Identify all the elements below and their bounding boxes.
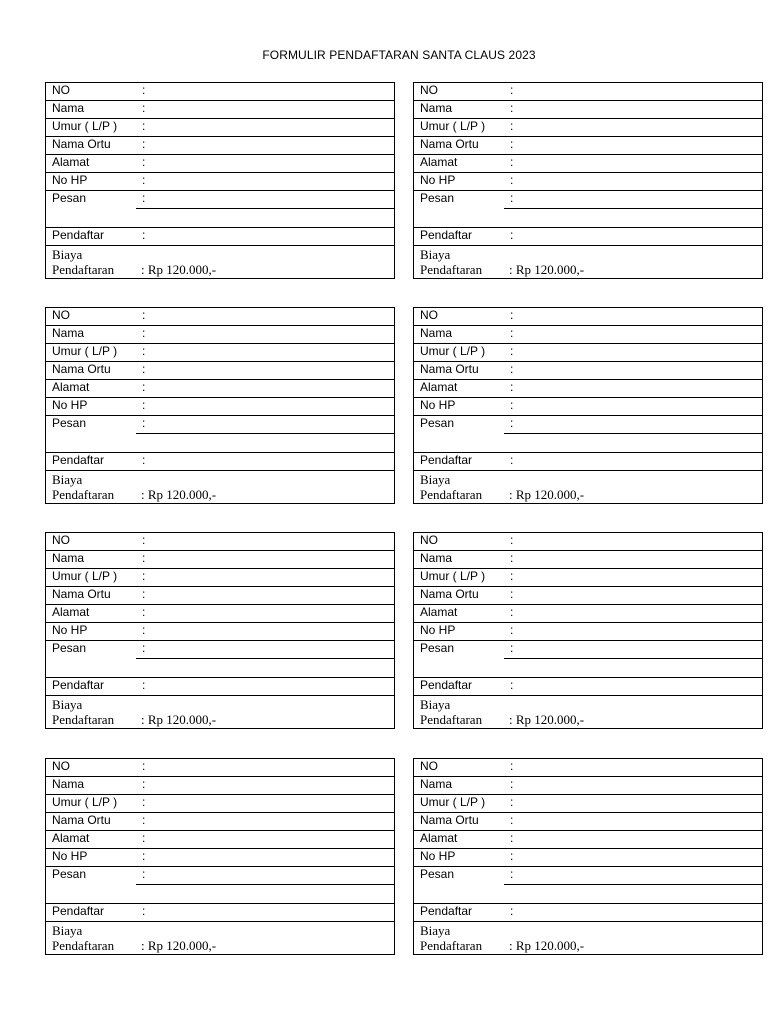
field-label: Alamat <box>52 380 90 394</box>
form-row <box>414 101 762 119</box>
form-row <box>46 83 394 101</box>
field-label: Umur ( L/P ) <box>52 795 118 809</box>
pesan-row <box>414 867 762 904</box>
pesan-row <box>414 416 762 453</box>
biaya-label-line1: Biaya <box>420 472 451 487</box>
form-row <box>414 605 762 623</box>
field-label: Alamat <box>420 831 458 845</box>
field-label: Umur ( L/P ) <box>52 569 118 583</box>
biaya-label-line2: Pendaftaran <box>420 712 483 727</box>
field-label: Nama <box>52 326 85 340</box>
field-label: Nama Ortu <box>52 813 111 827</box>
pesan-label: Pesan <box>420 191 455 205</box>
form-row <box>414 362 762 380</box>
form-row <box>414 83 762 101</box>
field-colon[interactable]: : <box>142 795 146 809</box>
form-row <box>414 795 762 813</box>
field-label: Alamat <box>420 155 458 169</box>
field-colon[interactable]: : <box>142 380 146 394</box>
field-label: Nama <box>420 551 453 565</box>
field-label: NO <box>52 533 70 547</box>
pendaftar-colon[interactable]: : <box>142 904 146 918</box>
form-row <box>46 344 394 362</box>
field-colon[interactable]: : <box>142 101 146 115</box>
field-label: Alamat <box>52 605 90 619</box>
pesan-colon[interactable]: : <box>142 641 146 655</box>
pesan-colon[interactable]: : <box>142 416 146 430</box>
field-colon[interactable]: : <box>510 533 514 547</box>
registration-form-1 <box>45 82 395 279</box>
pendaftar-row <box>414 678 762 696</box>
pesan-underline <box>136 884 394 885</box>
form-row <box>46 759 394 777</box>
form-row <box>414 380 762 398</box>
field-colon[interactable]: : <box>510 569 514 583</box>
form-row <box>46 795 394 813</box>
pesan-row <box>46 867 394 904</box>
field-label: No HP <box>52 173 88 187</box>
field-colon[interactable]: : <box>142 623 146 637</box>
biaya-label-line2: Pendaftaran <box>52 938 115 953</box>
form-row <box>46 308 394 326</box>
form-row <box>414 831 762 849</box>
field-colon[interactable]: : <box>142 326 146 340</box>
biaya-value: : Rp 120.000,- <box>509 262 585 277</box>
registration-form-5 <box>45 532 395 729</box>
field-colon[interactable]: : <box>142 83 146 97</box>
field-colon[interactable]: : <box>142 759 146 773</box>
biaya-value: : Rp 120.000,- <box>141 262 217 277</box>
pendaftar-colon[interactable]: : <box>510 453 514 467</box>
field-label: NO <box>420 533 438 547</box>
field-colon[interactable]: : <box>510 362 514 376</box>
biaya-label-line2: Pendaftaran <box>52 712 115 727</box>
field-colon[interactable]: : <box>510 308 514 322</box>
pesan-row <box>46 641 394 678</box>
pesan-label: Pesan <box>420 867 455 881</box>
pendaftar-colon[interactable]: : <box>142 678 146 692</box>
pesan-underline <box>136 208 394 209</box>
field-colon[interactable]: : <box>142 137 146 151</box>
form-row <box>414 533 762 551</box>
form-row <box>46 587 394 605</box>
pesan-row <box>46 191 394 228</box>
pesan-underline <box>504 658 762 659</box>
field-label: Nama <box>420 777 453 791</box>
field-colon[interactable]: : <box>142 308 146 322</box>
field-label: Alamat <box>52 831 90 845</box>
field-colon[interactable]: : <box>510 83 514 97</box>
field-label: Alamat <box>52 155 90 169</box>
form-row <box>46 813 394 831</box>
form-row <box>46 849 394 867</box>
pendaftar-colon[interactable]: : <box>142 228 146 242</box>
pesan-label: Pesan <box>420 641 455 655</box>
field-colon[interactable]: : <box>142 344 146 358</box>
field-label: No HP <box>52 398 88 412</box>
field-label: Alamat <box>420 380 458 394</box>
pesan-underline <box>136 433 394 434</box>
form-row <box>46 137 394 155</box>
biaya-value: : Rp 120.000,- <box>141 487 217 502</box>
biaya-value: : Rp 120.000,- <box>141 712 217 727</box>
pesan-label: Pesan <box>52 867 87 881</box>
field-colon[interactable]: : <box>510 155 514 169</box>
field-colon[interactable]: : <box>142 155 146 169</box>
form-row <box>414 398 762 416</box>
pendaftar-colon[interactable]: : <box>510 228 514 242</box>
field-label: Umur ( L/P ) <box>420 344 486 358</box>
form-row <box>46 551 394 569</box>
biaya-label-line1: Biaya <box>420 247 451 262</box>
field-colon[interactable]: : <box>510 101 514 115</box>
field-label: Nama <box>52 777 85 791</box>
biaya-label-line1: Biaya <box>420 923 451 938</box>
field-label: Nama Ortu <box>420 587 479 601</box>
pendaftar-row <box>46 678 394 696</box>
pendaftar-row <box>46 904 394 922</box>
field-label: NO <box>52 308 70 322</box>
field-colon[interactable]: : <box>510 326 514 340</box>
biaya-label-line2: Pendaftaran <box>420 262 483 277</box>
field-colon[interactable]: : <box>142 551 146 565</box>
pesan-colon[interactable]: : <box>510 416 514 430</box>
pendaftar-row <box>414 453 762 471</box>
field-colon[interactable]: : <box>510 831 514 845</box>
biaya-label-line1: Biaya <box>52 472 83 487</box>
biaya-section <box>420 247 750 277</box>
field-colon[interactable]: : <box>510 587 514 601</box>
pesan-underline <box>136 658 394 659</box>
form-row <box>46 119 394 137</box>
pendaftar-label: Pendaftar <box>420 678 473 692</box>
field-colon[interactable]: : <box>510 551 514 565</box>
pesan-label: Pesan <box>420 416 455 430</box>
pendaftar-colon[interactable]: : <box>510 678 514 692</box>
form-row <box>414 551 762 569</box>
field-label: Umur ( L/P ) <box>420 795 486 809</box>
field-label: Nama Ortu <box>52 587 111 601</box>
form-row <box>414 119 762 137</box>
pendaftar-row <box>46 453 394 471</box>
field-label: NO <box>420 83 438 97</box>
form-row <box>46 101 394 119</box>
pendaftar-label: Pendaftar <box>420 228 473 242</box>
field-label: NO <box>420 308 438 322</box>
pendaftar-label: Pendaftar <box>420 453 473 467</box>
field-colon[interactable]: : <box>142 533 146 547</box>
pesan-colon[interactable]: : <box>142 191 146 205</box>
form-row <box>414 813 762 831</box>
pendaftar-row <box>414 228 762 246</box>
page-title: FORMULIR PENDAFTARAN SANTA CLAUS 2023 <box>262 48 536 62</box>
field-colon[interactable]: : <box>142 831 146 845</box>
pesan-colon[interactable]: : <box>510 867 514 881</box>
form-row <box>46 173 394 191</box>
field-colon[interactable]: : <box>510 795 514 809</box>
field-label: NO <box>52 759 70 773</box>
biaya-value: : Rp 120.000,- <box>141 938 217 953</box>
form-row <box>414 155 762 173</box>
registration-form-8 <box>413 758 763 955</box>
biaya-section <box>420 697 750 727</box>
form-row <box>414 623 762 641</box>
form-row <box>46 569 394 587</box>
biaya-section <box>52 697 382 727</box>
field-colon[interactable]: : <box>142 119 146 133</box>
field-label: Nama Ortu <box>420 137 479 151</box>
pesan-label: Pesan <box>52 416 87 430</box>
pesan-label: Pesan <box>52 641 87 655</box>
biaya-section <box>52 923 382 953</box>
pendaftar-row <box>46 228 394 246</box>
form-row <box>414 569 762 587</box>
pendaftar-label: Pendaftar <box>52 904 105 918</box>
form-row <box>46 155 394 173</box>
field-colon[interactable]: : <box>142 849 146 863</box>
form-row <box>414 587 762 605</box>
field-colon[interactable]: : <box>142 813 146 827</box>
pendaftar-colon[interactable]: : <box>142 453 146 467</box>
biaya-label-line2: Pendaftaran <box>52 487 115 502</box>
form-row <box>414 137 762 155</box>
pesan-row <box>414 641 762 678</box>
field-label: Nama Ortu <box>420 813 479 827</box>
registration-form-6 <box>413 532 763 729</box>
field-colon[interactable]: : <box>142 398 146 412</box>
field-label: NO <box>420 759 438 773</box>
biaya-section <box>52 472 382 502</box>
pesan-row <box>46 416 394 453</box>
field-colon[interactable]: : <box>142 777 146 791</box>
field-label: Umur ( L/P ) <box>420 119 486 133</box>
form-row <box>46 831 394 849</box>
field-colon[interactable]: : <box>510 398 514 412</box>
registration-form-4 <box>413 307 763 504</box>
form-row <box>414 849 762 867</box>
field-colon[interactable]: : <box>142 605 146 619</box>
field-label: Umur ( L/P ) <box>420 569 486 583</box>
field-colon[interactable]: : <box>510 137 514 151</box>
biaya-label-line1: Biaya <box>52 697 83 712</box>
pendaftar-label: Pendaftar <box>420 904 473 918</box>
biaya-label-line2: Pendaftaran <box>52 262 115 277</box>
form-row <box>46 380 394 398</box>
field-label: Umur ( L/P ) <box>52 119 118 133</box>
pendaftar-row <box>414 904 762 922</box>
field-label: Nama Ortu <box>52 362 111 376</box>
form-row <box>414 173 762 191</box>
pesan-colon[interactable]: : <box>142 867 146 881</box>
form-row <box>46 398 394 416</box>
field-label: Nama <box>420 101 453 115</box>
field-label: Umur ( L/P ) <box>52 344 118 358</box>
biaya-value: : Rp 120.000,- <box>509 938 585 953</box>
field-colon[interactable]: : <box>510 759 514 773</box>
field-colon[interactable]: : <box>142 362 146 376</box>
registration-form-7 <box>45 758 395 955</box>
pendaftar-label: Pendaftar <box>52 228 105 242</box>
field-colon[interactable]: : <box>510 777 514 791</box>
form-row <box>46 623 394 641</box>
biaya-label-line2: Pendaftaran <box>420 487 483 502</box>
pendaftar-colon[interactable]: : <box>510 904 514 918</box>
form-row <box>414 308 762 326</box>
field-label: No HP <box>420 623 456 637</box>
pendaftar-label: Pendaftar <box>52 453 105 467</box>
field-colon[interactable]: : <box>510 813 514 827</box>
biaya-value: : Rp 120.000,- <box>509 487 585 502</box>
pesan-colon[interactable]: : <box>510 641 514 655</box>
biaya-value: : Rp 120.000,- <box>509 712 585 727</box>
field-colon[interactable]: : <box>510 605 514 619</box>
field-label: No HP <box>52 623 88 637</box>
field-colon[interactable]: : <box>142 569 146 583</box>
field-label: No HP <box>420 849 456 863</box>
pesan-colon[interactable]: : <box>510 191 514 205</box>
biaya-label-line1: Biaya <box>420 697 451 712</box>
form-row <box>46 326 394 344</box>
biaya-section <box>420 923 750 953</box>
field-label: Nama Ortu <box>52 137 111 151</box>
pendaftar-label: Pendaftar <box>52 678 105 692</box>
pesan-label: Pesan <box>52 191 87 205</box>
pesan-row <box>414 191 762 228</box>
field-colon[interactable]: : <box>510 344 514 358</box>
biaya-label-line2: Pendaftaran <box>420 938 483 953</box>
form-row <box>46 777 394 795</box>
field-colon[interactable]: : <box>510 173 514 187</box>
pesan-underline <box>504 433 762 434</box>
form-row <box>46 362 394 380</box>
form-row <box>414 777 762 795</box>
registration-form-2 <box>413 82 763 279</box>
field-label: Nama <box>52 551 85 565</box>
biaya-section <box>420 472 750 502</box>
field-label: No HP <box>420 398 456 412</box>
field-label: Nama <box>420 326 453 340</box>
form-row <box>46 605 394 623</box>
field-colon[interactable]: : <box>142 173 146 187</box>
form-row <box>414 759 762 777</box>
biaya-label-line1: Biaya <box>52 247 83 262</box>
form-row <box>414 344 762 362</box>
field-label: Nama Ortu <box>420 362 479 376</box>
field-colon[interactable]: : <box>510 380 514 394</box>
field-label: No HP <box>420 173 456 187</box>
registration-form-3 <box>45 307 395 504</box>
pesan-underline <box>504 208 762 209</box>
biaya-section <box>52 247 382 277</box>
form-row <box>414 326 762 344</box>
field-label: No HP <box>52 849 88 863</box>
field-colon[interactable]: : <box>142 587 146 601</box>
field-colon[interactable]: : <box>510 849 514 863</box>
field-label: NO <box>52 83 70 97</box>
field-label: Nama <box>52 101 85 115</box>
biaya-label-line1: Biaya <box>52 923 83 938</box>
field-colon[interactable]: : <box>510 623 514 637</box>
form-row <box>46 533 394 551</box>
pesan-underline <box>504 884 762 885</box>
field-colon[interactable]: : <box>510 119 514 133</box>
field-label: Alamat <box>420 605 458 619</box>
